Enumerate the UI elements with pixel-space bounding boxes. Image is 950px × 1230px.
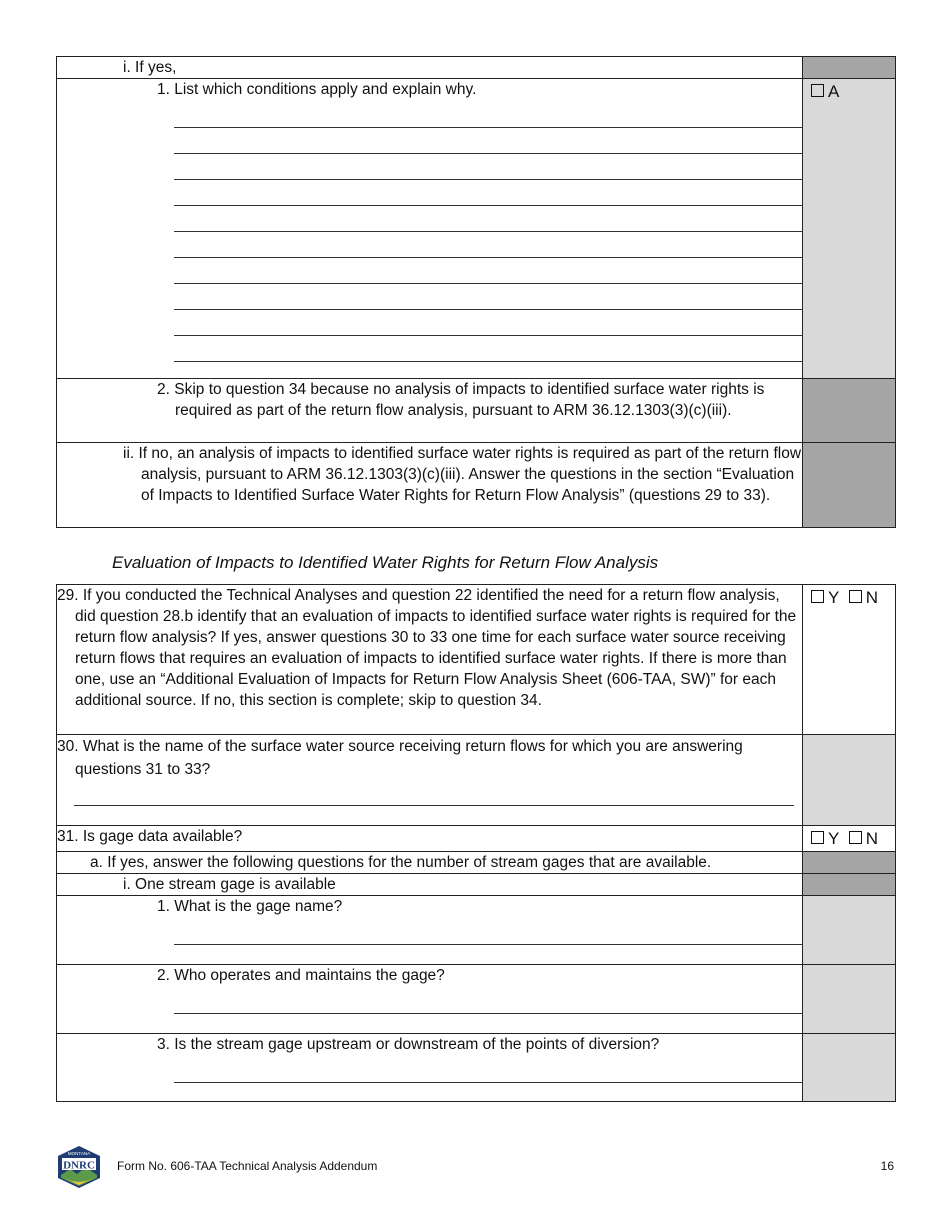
no-checkbox[interactable] bbox=[849, 831, 862, 844]
evaluation-table bbox=[56, 584, 896, 1102]
question-cell bbox=[57, 965, 803, 1034]
yes-label: Y bbox=[828, 588, 840, 607]
answer-cell bbox=[803, 826, 896, 852]
table-row bbox=[57, 585, 896, 735]
table-row bbox=[57, 852, 896, 874]
question-cell bbox=[57, 379, 803, 443]
table-row bbox=[57, 735, 896, 826]
answer-cell bbox=[803, 585, 896, 735]
if-yes-label: i. If yes, bbox=[123, 59, 177, 76]
yes-label: Y bbox=[828, 829, 840, 848]
yes-no-choice bbox=[803, 585, 895, 610]
choice-a-label: A bbox=[828, 82, 840, 101]
answer-line[interactable] bbox=[174, 336, 802, 362]
table-row bbox=[57, 1034, 896, 1102]
answer-line[interactable] bbox=[174, 232, 802, 258]
table-row bbox=[57, 826, 896, 852]
gage-name-question: 1. What is the gage name? bbox=[157, 898, 343, 915]
if-no-text: ii. If no, an analysis of impacts to identified surface water rights is required as part of the return flow analysis, pursuant to ARM 36.12.1303(3)(c)(iii). Answer the questions in the section “Evaluation of Impacts to Identified Surface Water Rights for Return Flow Analysis” (questions 29 to 33). bbox=[123, 445, 802, 504]
question-30-text: 30. What is the name of the surface water source receiving return flows for which you are answering questions 31 to 33? bbox=[57, 738, 743, 778]
answer-line[interactable] bbox=[174, 206, 802, 232]
gage-operator-question: 2. Who operates and maintains the gage? bbox=[157, 967, 445, 984]
list-conditions-question: 1. List which conditions apply and explain why. bbox=[157, 81, 477, 98]
skip-question-text: 2. Skip to question 34 because no analysis of impacts to identified surface water rights is required as part of the return flow analysis, pursuant to ARM 36.12.1303(3)(c)(iii). bbox=[157, 381, 765, 419]
answer-cell bbox=[803, 443, 896, 528]
choice-a[interactable] bbox=[803, 79, 895, 104]
answer-cell bbox=[803, 79, 896, 379]
page-number: 16 bbox=[880, 1159, 894, 1173]
yes-checkbox[interactable] bbox=[811, 831, 824, 844]
form-number: Form No. 606-TAA Technical Analysis Addendum bbox=[117, 1159, 378, 1173]
table-row bbox=[57, 965, 896, 1034]
answer-cell bbox=[803, 379, 896, 443]
question-cell bbox=[57, 826, 803, 852]
question-cell bbox=[57, 896, 803, 965]
answer-cell bbox=[803, 874, 896, 896]
gage-location-question: 3. Is the stream gage upstream or downstream of the points of diversion? bbox=[157, 1036, 660, 1053]
table-row bbox=[57, 79, 896, 379]
question-31-text: 31. Is gage data available? bbox=[57, 828, 243, 845]
logo-text: DNRC bbox=[63, 1159, 95, 1172]
question-cell bbox=[57, 57, 803, 79]
conditions-table bbox=[56, 56, 896, 528]
answer-lines[interactable] bbox=[174, 100, 802, 362]
no-label: N bbox=[865, 588, 879, 607]
answer-line[interactable] bbox=[174, 917, 802, 945]
question-cell bbox=[57, 1034, 803, 1102]
section-heading: Evaluation of Impacts to Identified Water Rights for Return Flow Analysis bbox=[112, 553, 659, 572]
answer-line[interactable] bbox=[174, 284, 802, 310]
answer-line[interactable] bbox=[174, 1055, 802, 1083]
answer-line[interactable] bbox=[174, 180, 802, 206]
answer-cell bbox=[803, 852, 896, 874]
question-29-text: 29. If you conducted the Technical Analyses and question 22 identified the need for a return flow analysis, did question 28.b identify that an evaluation of impacts to identified surface water rights is required for the return flow analysis? If yes, answer questions 30 to 33 one time for each surface water source receiving return flows that requires an evaluation of impacts to identified surface water rights. If there is more than one, use an “Additional Evaluation of Impacts for Return Flow Analysis Sheet (606-TAA, SW)” for each additional source. If no, this section is complete; skip to question 34. bbox=[57, 587, 797, 709]
answer-line[interactable] bbox=[174, 258, 802, 284]
question-cell bbox=[57, 852, 803, 874]
answer-line[interactable] bbox=[174, 100, 802, 128]
table-row bbox=[57, 874, 896, 896]
question-31a-text: a. If yes, answer the following questions for the number of stream gages that are available. bbox=[90, 854, 712, 871]
answer-line[interactable] bbox=[174, 986, 802, 1014]
question-cell bbox=[57, 443, 803, 528]
yes-checkbox[interactable] bbox=[811, 590, 824, 603]
answer-cell bbox=[803, 57, 896, 79]
no-checkbox[interactable] bbox=[849, 590, 862, 603]
logo-top-text: MONTANA bbox=[67, 1151, 91, 1156]
table-row bbox=[57, 379, 896, 443]
no-label: N bbox=[865, 829, 879, 848]
answer-line[interactable] bbox=[74, 781, 794, 806]
question-31ai-text: i. One stream gage is available bbox=[123, 876, 336, 893]
question-cell bbox=[57, 585, 803, 735]
yes-no-choice bbox=[803, 826, 895, 851]
page-footer bbox=[0, 1142, 950, 1192]
question-cell bbox=[57, 79, 803, 379]
table-row bbox=[57, 443, 896, 528]
question-cell bbox=[57, 874, 803, 896]
table-row bbox=[57, 896, 896, 965]
answer-cell bbox=[803, 896, 896, 965]
answer-cell bbox=[803, 1034, 896, 1102]
checkbox-icon[interactable] bbox=[811, 84, 824, 97]
answer-cell bbox=[803, 735, 896, 826]
answer-line[interactable] bbox=[174, 154, 802, 180]
table-row bbox=[57, 57, 896, 79]
question-cell bbox=[57, 735, 803, 826]
answer-line[interactable] bbox=[174, 310, 802, 336]
answer-line[interactable] bbox=[174, 128, 802, 154]
answer-cell bbox=[803, 965, 896, 1034]
dnrc-logo bbox=[56, 1145, 102, 1189]
